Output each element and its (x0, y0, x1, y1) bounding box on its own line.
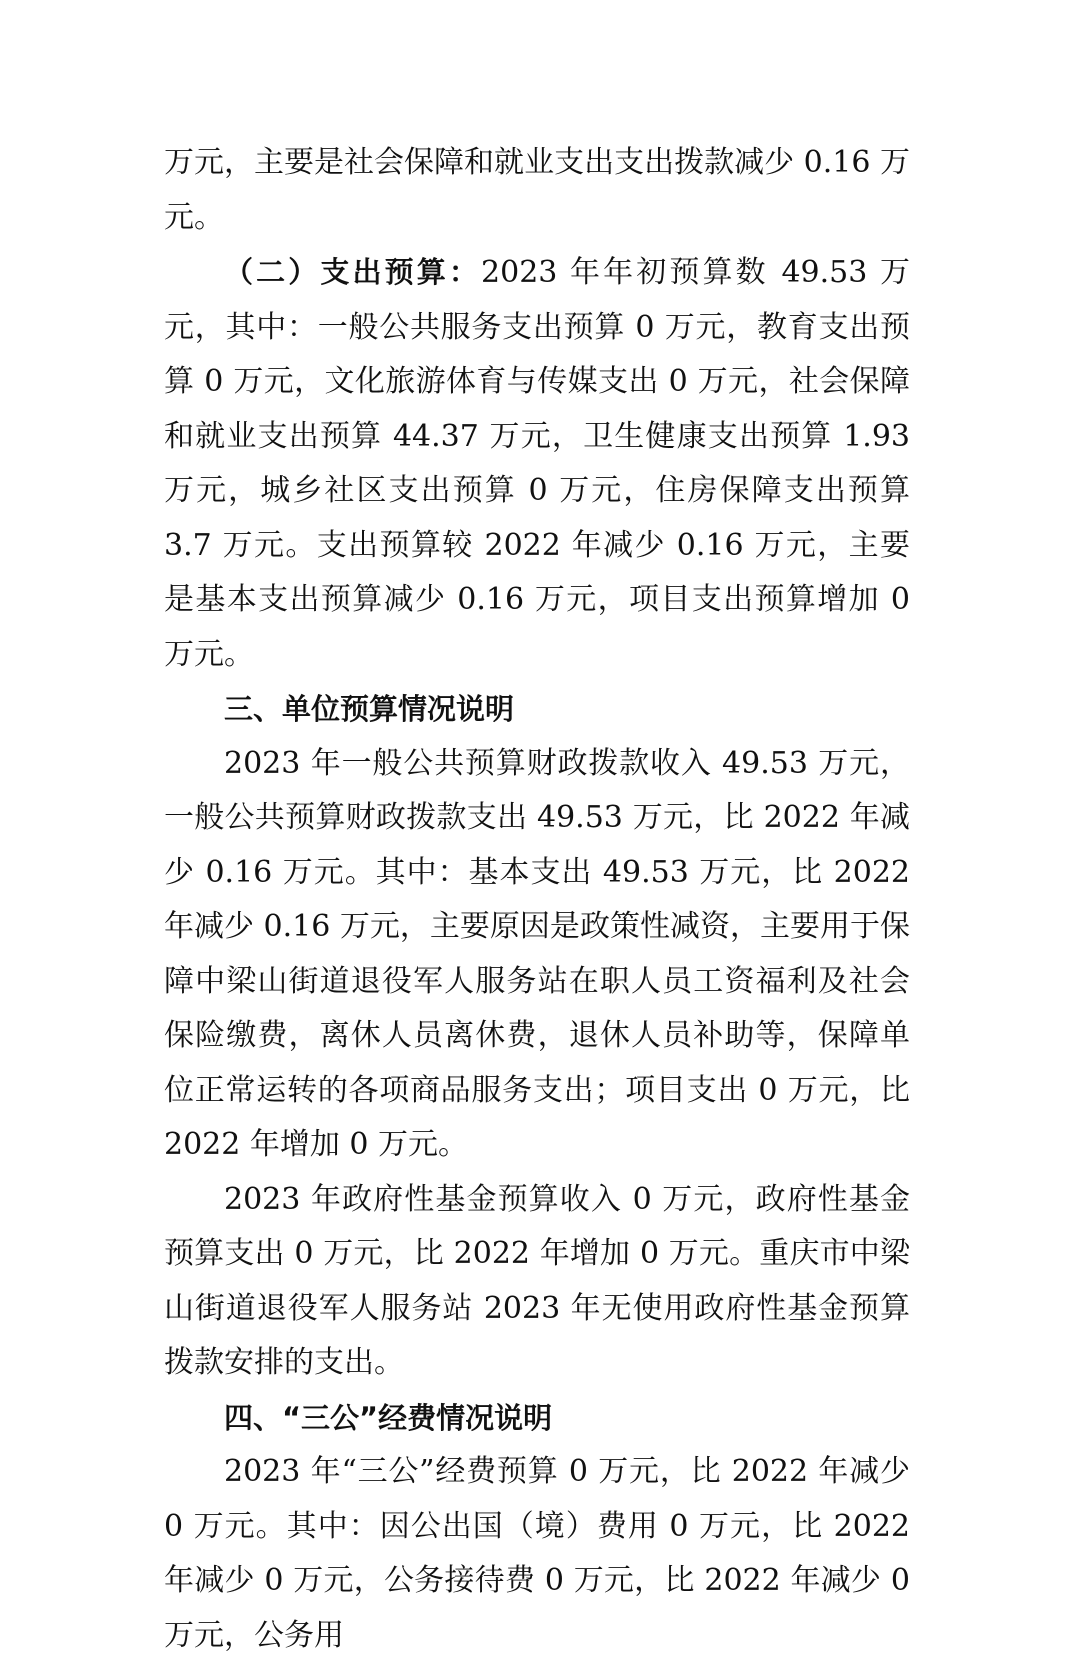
section-2-body: 2023 年年初预算数 49.53 万元，其中：一般公共服务支出预算 0 万元，教育支出预算 0 万元，文化旅游体育与传媒支出 0 万元，社会保障和就业支出预算 44.37 万元，卫生健康支出预算 1.93 万元，城乡社区支出预算 0 万元，住房保障支出预算 3.7 万元。支出预算较 2022 年减少 0.16 万元，主要是基本支出预算减少 0.16 万元，项目支出预算增加 0 万元。 (164, 255, 910, 672)
paragraph-three-public-expenses: 2023 年“三公”经费预算 0 万元，比 2022 年减少 0 万元。其中：因公出国（境）费用 0 万元，比 2022 年减少 0 万元，公务接待费 0 万元，比 2022 年减少 0 万元，公务用 (164, 1454, 910, 1653)
paragraph-government-fund: 2023 年政府性基金预算收入 0 万元，政府性基金预算支出 0 万元，比 2022 年增加 0 万元。重庆市中梁山街道退役军人服务站 2023 年无使用政府性基金预算拨款安排的支出。 (164, 1181, 910, 1380)
paragraph-general-budget: 2023 年一般公共预算财政拨款收入 49.53 万元，一般公共预算财政拨款支出 49.53 万元，比 2022 年减少 0.16 万元。其中：基本支出 49.53 万元，比 2022 年减少 0.16 万元，主要原因是政策性减资，主要用于保障中梁山街道退役军人服务站在职人员工资福利及社会保险缴费，离休人员离休费，退休人员补助等，保障单位正常运转的各项商品服务支出；项目支出 0 万元，比 2022 年增加 0 万元。 (164, 745, 910, 1162)
document-body (164, 136, 910, 1663)
paragraph-expenditure-budget (164, 245, 910, 682)
paragraph-continuation: 万元，主要是社会保障和就业支出支出拨款减少 0.16 万元。 (164, 145, 910, 235)
heading-three-public-expenses: 四、“三公”经费情况说明 (224, 1400, 553, 1435)
heading-unit-budget: 三、单位预算情况说明 (224, 692, 515, 726)
section-2-lead: （二）支出预算： (224, 255, 482, 289)
